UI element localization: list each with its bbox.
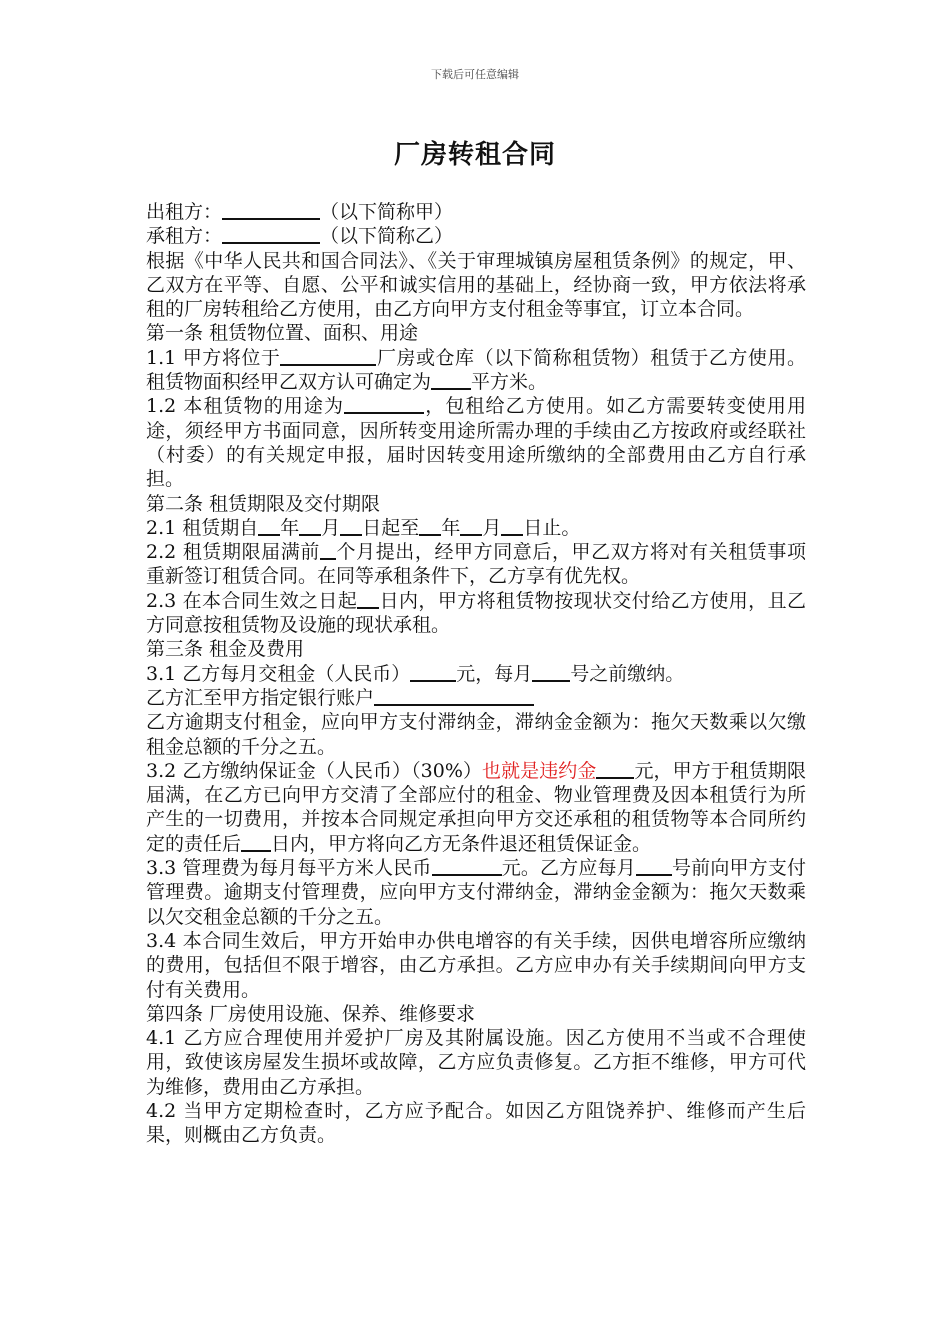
- article-4-heading: 第四条 厂房使用设施、保养、维修要求: [146, 1002, 476, 1025]
- article-3-heading: 第三条 租金及费用: [146, 638, 305, 661]
- contract-body: [146, 200, 806, 1148]
- clause-3-2: 3.2 乙方缴纳保证金（人民币）（30%）也就是违约金 元，甲方于租赁期限届满，在乙方已向甲方交清了全部应付的租金、物业管理费及因本租赁行为所产生的一切费用，并按本合同规定承担向甲方交还承租的租赁物等本合同所约定的责任后 日内，甲方将向乙方无条件退还租赁保证金。: [146, 759, 806, 855]
- bank-account-line: 乙方汇至甲方指定银行账户: [146, 686, 806, 710]
- clause-3-3: 3.3 管理费为每月每平方米人民币 元。乙方应每月 号前向甲方支付管理费。逾期支付管理费，应向甲方支付滞纳金，滞纳金金额为：拖欠天数乘以欠交租金总额的千分之五。: [146, 857, 806, 928]
- clause-4-1: 4.1 乙方应合理使用并爱护厂房及其附属设施。因乙方使用不当或不合理使用，致使该房屋发生损坏或故障，乙方应负责修复。乙方拒不维修，甲方可代为维修，费用由乙方承担。: [146, 1027, 806, 1098]
- clause-1-2: 1.2 本租赁物的用途为 ，包租给乙方使用。如乙方需要转变使用用途，须经甲方书面同意，因所转变用途所需办理的手续由乙方按政府或经联社（村委）的有关规定申报，届时因转变用途所缴纳的全部费用由乙方自行承担。: [146, 395, 806, 491]
- document-title: 厂房转租合同: [393, 140, 556, 170]
- clause-3-1: 3.1 乙方每月交租金（人民币） 元，每月 号之前缴纳。: [146, 662, 685, 685]
- article-2-heading: 第二条 租赁期限及交付期限: [146, 492, 381, 515]
- preamble: 根据《中华人民共和国合同法》、《关于审理城镇房屋租赁条例》的规定，甲、乙双方在平等、自愿、公平和诚实信用的基础上，经协商一致，甲方依法将承租的厂房转租给乙方使用，由乙方向甲方支付租金等事宜，订立本合同。: [146, 249, 806, 321]
- clause-4-2: 4.2 当甲方定期检查时，乙方应予配合。如因乙方阻饶养护、维修而产生后果，则概由乙方负责。: [146, 1099, 806, 1147]
- clause-2-2: 2.2 租赁期限届满前 个月提出，经甲方同意后，甲乙双方将对有关租赁事项重新签订租赁合同。在同等承租条件下，乙方享有优先权。: [146, 541, 806, 588]
- clause-2-1: 2.1 租赁期自 年 月 日起至 年 月 日止。: [146, 516, 581, 539]
- clause-1-1: 1.1 甲方将位于 厂房或仓库（以下简称租赁物）租赁于乙方使用。租赁物面积经甲乙双方认可确定为 平方米。: [146, 346, 806, 394]
- clause-2-3: 2.3 在本合同生效之日起 日内，甲方将租赁物按现状交付给乙方使用，且乙方同意按租赁物及设施的现状承租。: [146, 589, 806, 637]
- late-rent-penalty: 乙方逾期支付租金，应向甲方支付滞纳金，滞纳金金额为：拖欠天数乘以欠缴租金总额的千分之五。: [146, 711, 806, 758]
- clause-3-4: 3.4 本合同生效后，甲方开始申办供电增容的有关手续，因供电增容所应缴纳的费用，包括但不限于增容，由乙方承担。乙方应申办有关手续期间向甲方支付有关费用。: [146, 929, 806, 1001]
- header-note: 下载后可任意编辑: [431, 68, 519, 81]
- lessor-line: 出租方： （以下简称甲）: [146, 201, 454, 223]
- lessee-line: 承租方： （以下简称乙）: [146, 225, 454, 248]
- article-1-heading: 第一条 租赁物位置、面积、用途: [146, 322, 419, 345]
